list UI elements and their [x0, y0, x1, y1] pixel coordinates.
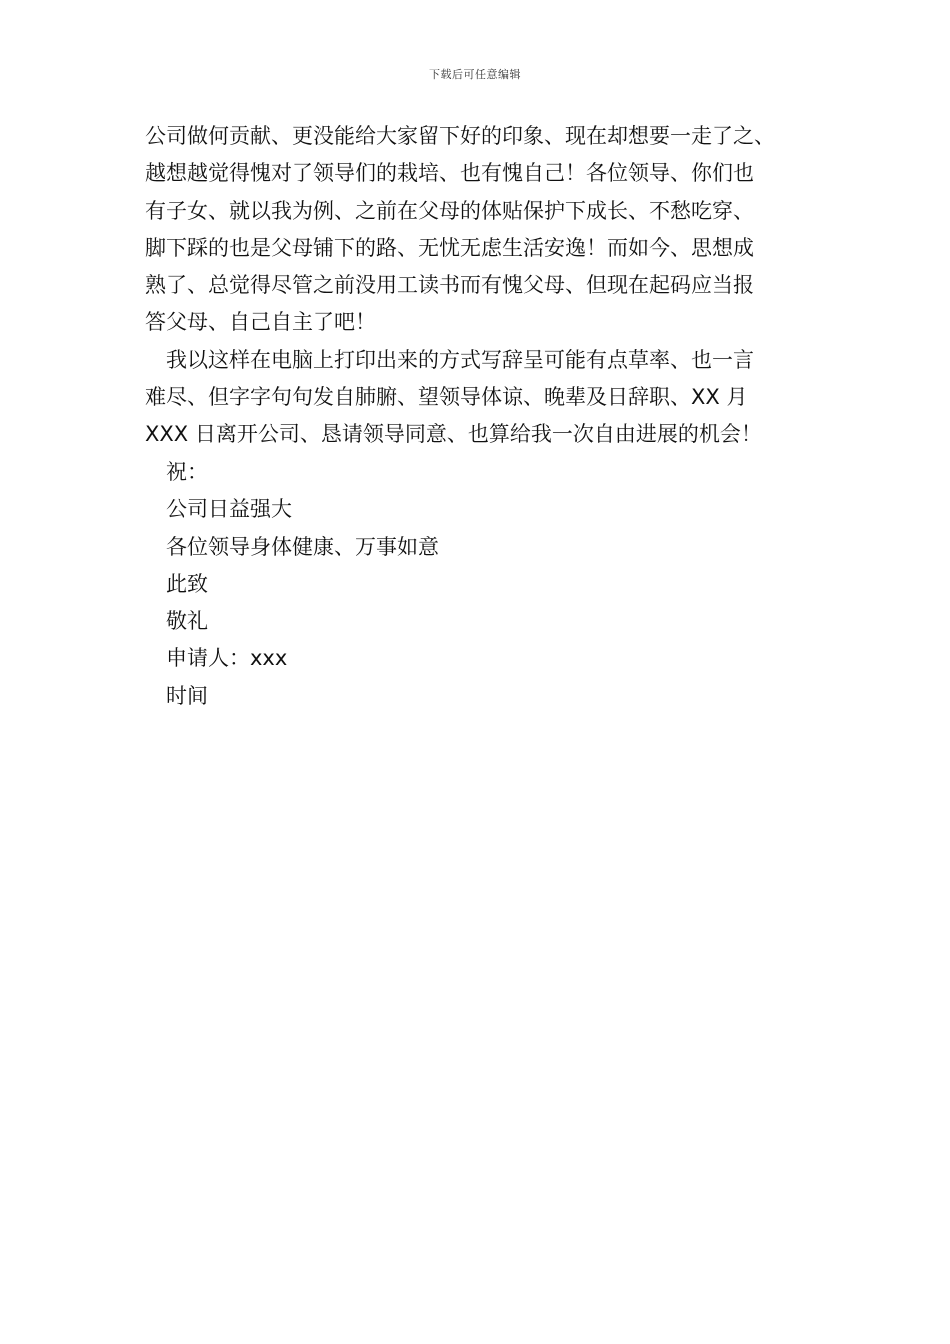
paragraph1-line: 越想越觉得愧对了领导们的栽培、也有愧自己！各位领导、你们也: [145, 161, 754, 186]
wish-line: 公司日益强大: [166, 497, 292, 522]
paragraph1-line: 公司做何贡献、更没能给大家留下好的印象、现在却想要一走了之、: [145, 124, 775, 148]
letter-closing: [166, 454, 439, 715]
header-note: 下载后可任意编辑: [429, 68, 521, 81]
paragraph2-line: XXX 日离开公司、恳请领导同意、也算给我一次自由进展的机会！: [145, 422, 762, 447]
paragraph1-line: 答父母、自己自主了吧！: [145, 310, 376, 335]
letter-body: [145, 118, 815, 454]
paragraph2-line: 难尽、但字字句句发自肺腑、望领导体谅、晚辈及日辞职、XX 月: [145, 385, 748, 410]
salutation: 敬礼: [166, 609, 208, 634]
paragraph1-line: 有子女、就以我为例、之前在父母的体贴保护下成长、不愁吃穿、: [145, 198, 754, 223]
date-label: 时间: [166, 683, 208, 708]
paragraph1-line: 脚下踩的也是父母铺下的路、无忧无虑生活安逸！而如今、思想成: [145, 235, 754, 260]
paragraph2-line: 我以这样在电脑上打印出来的方式写辞呈可能有点草率、也一言: [166, 347, 754, 372]
paragraph1-line: 熟了、总觉得尽管之前没用工读书而有愧父母、但现在起码应当报: [145, 273, 754, 298]
applicant-signature: 申请人：xxx: [166, 646, 288, 671]
salutation: 此致: [166, 571, 208, 596]
wish-label: 祝：: [166, 460, 208, 484]
wish-line: 各位领导身体健康、万事如意: [166, 534, 439, 559]
